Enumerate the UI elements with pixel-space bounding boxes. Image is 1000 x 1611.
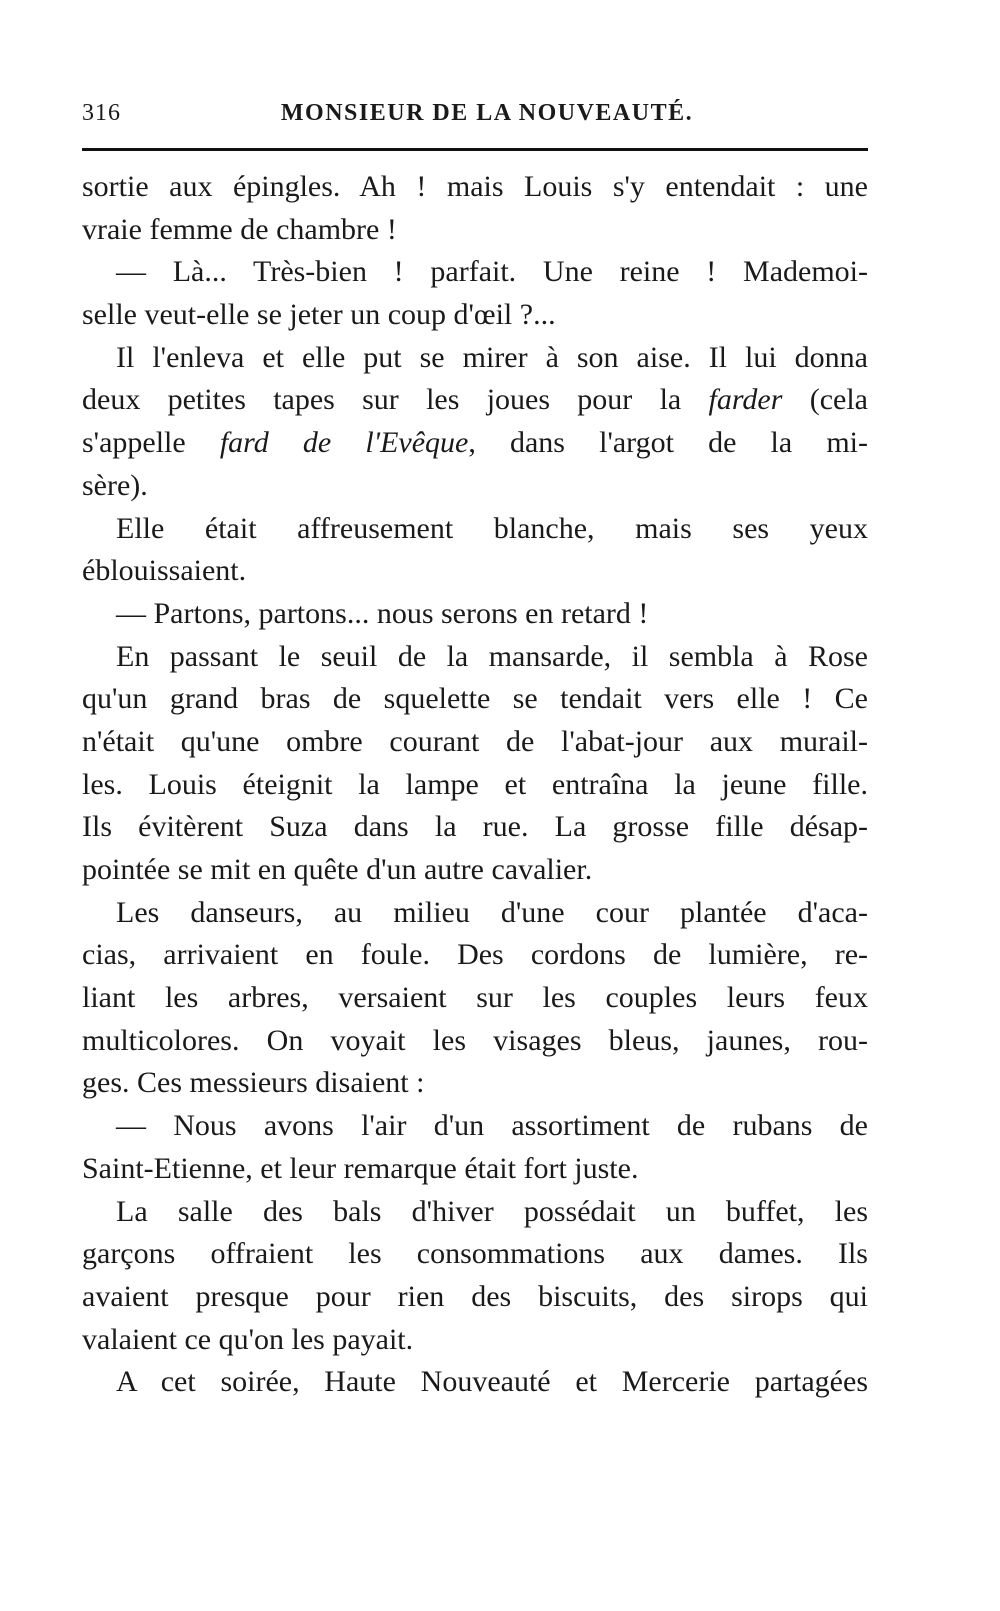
text-line: En passant le seuil de la mansarde, il sembla à Rose (116, 639, 868, 673)
text-line: — Nous avons l'air d'un assortiment de rubans de (116, 1109, 868, 1143)
body-text (82, 166, 868, 1404)
text-line: pointée se mit en quête d'un autre cavalier. (82, 853, 593, 886)
text-line: selle veut-elle se jeter un coup d'œil ?... (82, 298, 556, 332)
text-line: liant les arbres, versaient sur les couples leurs feux (82, 981, 868, 1015)
text-line: vraie femme de chambre ! (82, 212, 397, 246)
text-line: Saint-Etienne, et leur remarque était fort juste. (82, 1151, 639, 1185)
text-line: garçons offraient les consommations aux dames. Ils (82, 1237, 868, 1271)
text-line: éblouissaient. (82, 554, 247, 588)
text-line: cias, arrivaient en foule. Des cordons de lumière, re- (82, 938, 868, 972)
text-line: — Là... Très-bien ! parfait. Une reine ! Mademoi- (116, 255, 868, 289)
text-line: A cet soirée, Haute Nouveauté et Mercerie partagées (116, 1365, 868, 1399)
text-line: multicolores. On voyait les visages bleus, jaunes, rou- (82, 1023, 868, 1057)
text-line: sère). (82, 468, 148, 502)
text-line: Il l'enleva et elle put se mirer à son aise. Il lui donna (116, 340, 868, 374)
running-head (82, 100, 868, 140)
italic-term: fard de l'Evêque (219, 426, 469, 460)
header-rule (82, 148, 868, 151)
text-line: — Partons, partons... nous serons en retard ! (116, 596, 649, 630)
text-line: Ils évitèrent Suza dans la rue. La grosse fille désap- (82, 810, 868, 844)
running-title: MONSIEUR DE LA NOUVEAUTÉ. (280, 100, 694, 126)
text-line: deux petites tapes sur les joues pour la farder (cela (82, 383, 868, 417)
text-line: Elle était affreusement blanche, mais ses yeux (116, 511, 868, 545)
text-line: La salle des bals d'hiver possédait un buffet, les (116, 1194, 868, 1228)
italic-term: farder (708, 383, 783, 417)
text-line: les. Louis éteignit la lampe et entraîna la jeune fille. (82, 767, 868, 801)
text-line: valaient ce qu'on les payait. (82, 1322, 414, 1356)
text-line: n'était qu'une ombre courant de l'abat-jour aux murail- (82, 724, 868, 758)
text-line: Les danseurs, au milieu d'une cour plantée d'aca- (116, 895, 868, 929)
text-line: avaient presque pour rien des biscuits, des sirops qui (82, 1279, 868, 1313)
text-line: sortie aux épingles. Ah ! mais Louis s'y entendait : une (82, 170, 868, 203)
page-number: 316 (82, 100, 121, 126)
text-line: s'appelle fard de l'Evêque, dans l'argot de la mi- (82, 426, 868, 460)
text-line: qu'un grand bras de squelette se tendait vers elle ! Ce (82, 682, 868, 716)
text-line: ges. Ces messieurs disaient : (82, 1066, 425, 1100)
